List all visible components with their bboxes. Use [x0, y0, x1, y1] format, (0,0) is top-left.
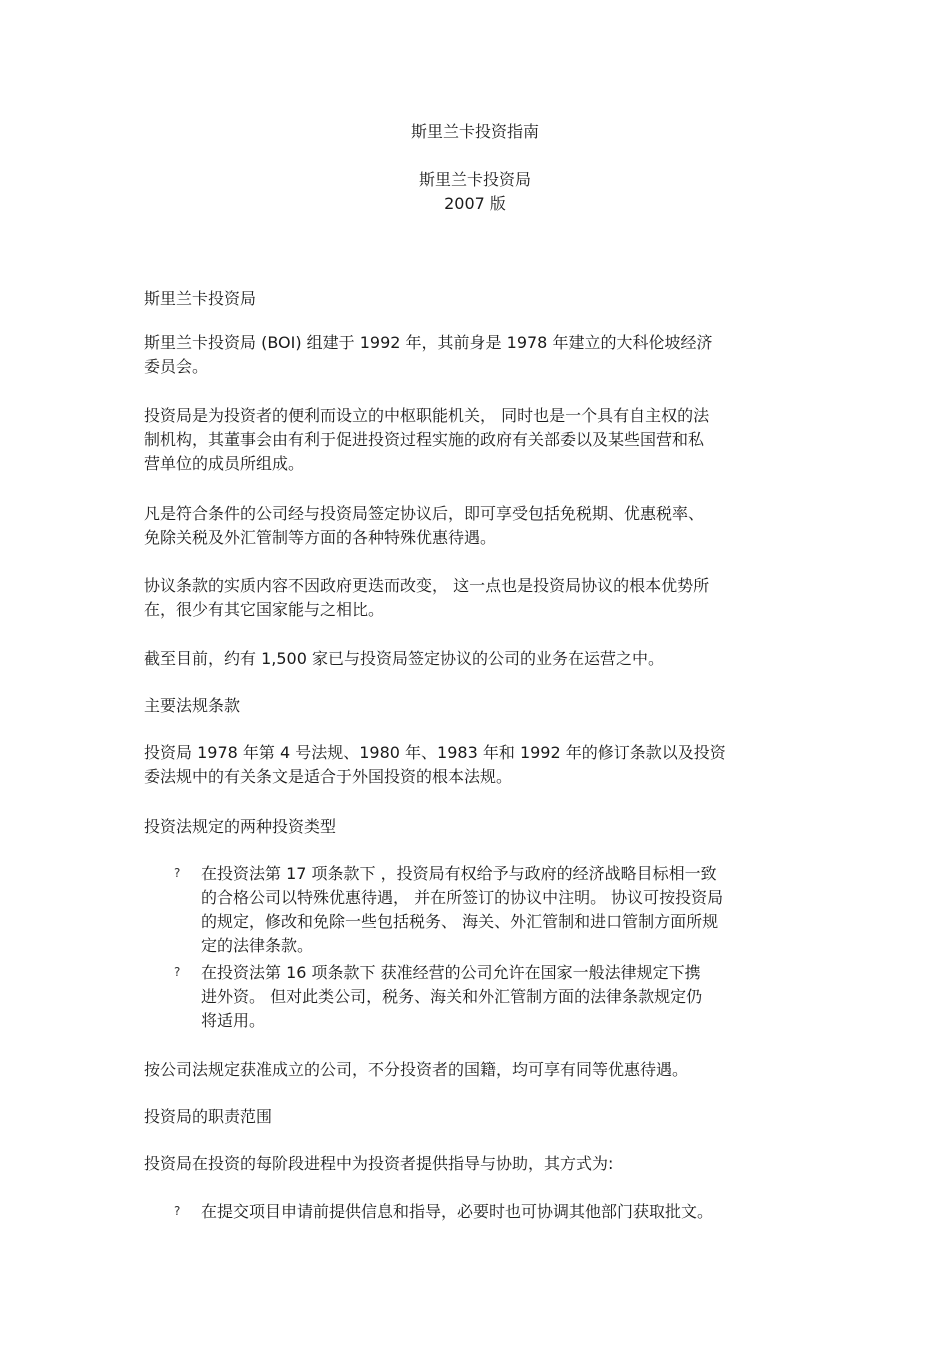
paragraph-equal-treatment: 按公司法规定获准成立的公司，不分投资者的国籍，均可享有同等优惠待遇。	[144, 1060, 689, 1079]
paragraph-line: 投资局是为投资者的便利而设立的中枢职能机关， 同时也是一个具有自主权的法	[144, 406, 710, 425]
paragraph-incentives	[144, 502, 814, 550]
bullet-line: 在提交项目申请前提供信息和指导，必要时也可协调其他部门获取批文。	[201, 1202, 714, 1221]
bullet-line: 在投资法第 16 项条款下 获准经营的公司允许在国家一般法律规定下携	[201, 963, 701, 982]
paragraph-line: 免除关税及外汇管制等方面的各种特殊优惠待遇。	[144, 528, 497, 547]
document-edition: 2007 版	[444, 194, 506, 213]
bullet-marker: ?	[174, 866, 181, 880]
paragraph-line: 斯里兰卡投资局 (BOI) 组建于 1992 年，其前身是 1978 年建立的大科伦坡经济	[144, 333, 713, 352]
paragraph-boi-role	[144, 404, 814, 476]
paragraph-agreement-stability	[144, 574, 814, 622]
document-title: 斯里兰卡投资指南	[410, 122, 539, 141]
paragraph-line: 协议条款的实质内容不因政府更迭而改变， 这一点也是投资局协议的根本优势所	[144, 576, 710, 595]
bullet-line: 的规定，修改和免除一些包括税务、 海关、外汇管制和进口管制方面所规	[201, 912, 719, 931]
section-heading-laws: 主要法规条款	[144, 696, 241, 715]
document-org: 斯里兰卡投资局	[418, 170, 531, 189]
paragraph-line: 在，很少有其它国家能与之相比。	[144, 600, 385, 619]
paragraph-line: 凡是符合条件的公司经与投资局签定协议后，即可享受包括免税期、优惠税率、	[144, 504, 705, 523]
bullet-marker: ?	[174, 1204, 181, 1218]
bullet-text	[201, 862, 723, 958]
paragraph-line: 投资局 1978 年第 4 号法规、1980 年、1983 年和 1992 年的修订条款以及投资	[144, 743, 726, 762]
bullet-text	[201, 961, 702, 1033]
paragraph-company-count: 截至目前，约有 1,500 家已与投资局签定协议的公司的业务在运营之中。	[144, 649, 664, 668]
paragraph-laws	[144, 741, 814, 789]
paragraph-line: 委员会。	[144, 357, 209, 376]
bullet-line: 进外资。 但对此类公司，税务、海关和外汇管制方面的法律条款规定仍	[201, 987, 703, 1006]
bullet-marker: ?	[174, 965, 181, 979]
section-heading-investment-types: 投资法规定的两种投资类型	[144, 817, 337, 836]
bullet-text	[201, 1200, 713, 1224]
bullet-line: 将适用。	[201, 1011, 266, 1030]
paragraph-line: 营单位的成员所组成。	[144, 454, 305, 473]
paragraph-duties-intro: 投资局在投资的每阶段进程中为投资者提供指导与协助，其方式为:	[144, 1154, 614, 1173]
paragraph-boi-founding	[144, 331, 814, 379]
bullet-line: 定的法律条款。	[201, 936, 314, 955]
section-heading-duties: 投资局的职责范围	[144, 1107, 273, 1126]
bullet-line: 在投资法第 17 项条款下 ，投资局有权给予与政府的经济战略目标相一致	[201, 864, 717, 883]
bullet-line: 的合格公司以特殊优惠待遇， 并在所签订的协议中注明。 协议可按投资局	[201, 888, 724, 907]
section-heading-boi: 斯里兰卡投资局	[144, 289, 257, 308]
paragraph-line: 制机构，其董事会由有利于促进投资过程实施的政府有关部委以及某些国营和私	[144, 430, 705, 449]
paragraph-line: 委法规中的有关条文是适合于外国投资的根本法规。	[144, 767, 513, 786]
